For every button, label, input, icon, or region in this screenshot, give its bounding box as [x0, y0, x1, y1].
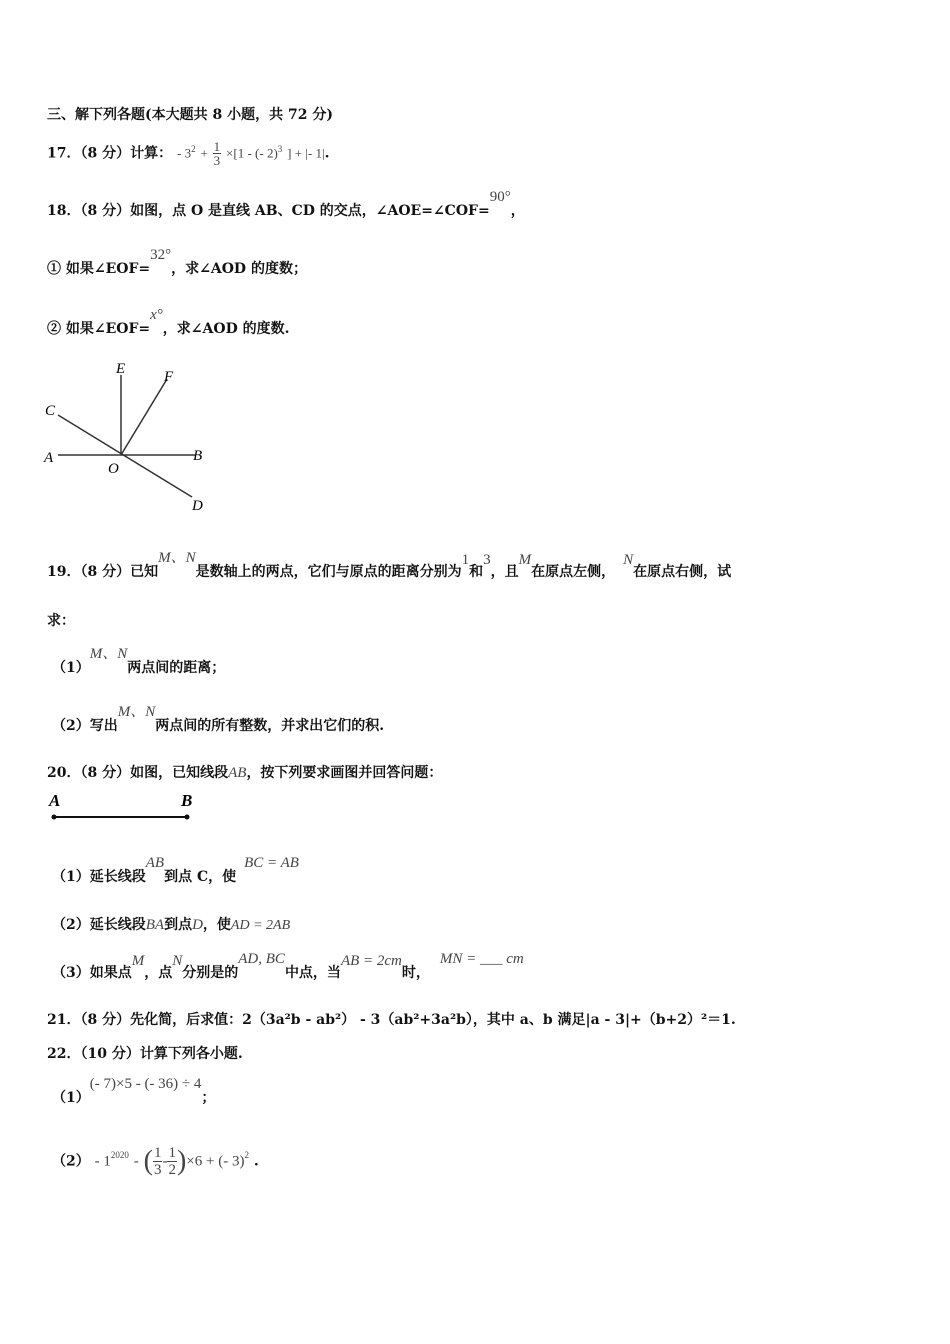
question-20: [47, 762, 442, 782]
label-e: E: [116, 361, 126, 377]
q19-text-c: ，且: [490, 564, 519, 580]
q20-ab: AB: [228, 765, 247, 781]
q22-s2-end: .: [253, 1153, 259, 1170]
q20-s3-adbc: AD, BC: [238, 951, 285, 967]
paren-close-icon: ): [176, 1145, 187, 1177]
q17-plus: +: [200, 145, 208, 161]
q19-and: 和: [469, 564, 484, 580]
q20-s1-eq: BC = AB: [244, 855, 299, 871]
q19-text-b: 是数轴上的两点，它们与原点的距离分别为: [195, 564, 462, 580]
q20-s3-text-e: 时，: [401, 965, 430, 981]
q17-expr-c: ] + |- 1|: [287, 145, 325, 161]
q18-stem-end: ，: [510, 203, 525, 219]
q19-s1-text: 两点间的距离；: [127, 660, 226, 676]
point-a: [52, 815, 57, 820]
q19-continuation: 求：: [47, 613, 75, 629]
question-17: [47, 140, 329, 167]
q17-expr-a: - 3: [176, 145, 192, 161]
q18-part-2: [47, 307, 290, 338]
q20-s3-ab: AB = 2cm: [340, 953, 402, 969]
q20-s2-text: 到点: [164, 917, 193, 933]
q19-mn: M、N: [158, 550, 196, 566]
q20-s3-n: N: [172, 953, 183, 969]
q18-angle: 90°: [489, 189, 511, 205]
q22-s2-exp: 2020: [110, 1149, 129, 1160]
q17-fraction: $\frac{1}{3}$: [213, 139, 221, 168]
q18-angle-figure: [40, 355, 220, 520]
q20-s2-eq: AD = 2AB: [230, 918, 291, 933]
q18-p1-value: 32°: [150, 247, 172, 263]
q17-exp-a: 2: [191, 143, 196, 154]
q20-s3-m: M: [131, 953, 145, 969]
segment-label-a: A: [49, 791, 61, 810]
q19-m: M: [518, 552, 532, 568]
q18-stem: 18．（8 分）如图，点 O 是直线 AB、CD 的交点，∠AOE=∠COF=: [47, 203, 490, 219]
q22-s1-label: （1）: [52, 1090, 90, 1106]
q19-sub-2: [52, 704, 385, 735]
q20-s3-label: （3）如果点: [52, 965, 132, 981]
q19-s1-mn: M、N: [89, 646, 128, 662]
q22-sub-1: [52, 1076, 216, 1107]
segment-label-b: B: [181, 791, 193, 810]
q18-p1-text-end: ，求∠AOD 的度数；: [171, 261, 307, 277]
label-f: F: [164, 369, 174, 385]
q22-sub-2: [52, 1145, 259, 1178]
q19-sub-1: [52, 646, 226, 677]
point-b: [185, 815, 190, 820]
q17-expr-b: ×[1 - (- 2): [226, 145, 278, 161]
q19-one: 1: [461, 552, 470, 568]
q20-s3-text-b: ，点: [144, 965, 173, 981]
q20-text-a: 20．（8 分）如图，已知线段: [47, 765, 229, 781]
q17-end: .: [324, 145, 330, 162]
label-o: O: [108, 461, 119, 477]
q19-text-e: 在原点右侧，试: [633, 564, 732, 580]
ray-of: [121, 379, 167, 455]
q22-s2-a: - 1: [94, 1153, 111, 1170]
section-title: 三、解下列各题(本大题共 8 小题，共 72 分): [47, 107, 333, 123]
q18-part-1: [47, 247, 307, 278]
q19-s2-text: 两点间的所有整数，并求出它们的积.: [155, 718, 385, 734]
q18-p2-value: x°: [150, 307, 163, 323]
q22-minus: -: [162, 1153, 168, 1170]
q19-n: N: [623, 552, 634, 568]
q19-s2-mn: M、N: [117, 704, 156, 720]
paren-open-icon: (: [143, 1145, 153, 1177]
question-22: 22．（10 分）计算下列各小题.: [47, 1046, 243, 1062]
q19-text-a: 19．（8 分）已知: [47, 564, 159, 580]
q22-s2-label: （2）: [52, 1153, 90, 1170]
q20-s2-ba: BA: [145, 917, 165, 933]
q19-three: 3: [483, 552, 491, 568]
q18-p2-text: ② 如果∠EOF=: [47, 321, 151, 337]
question-21: 21．（8 分）先化简，后求值：2（3a²b - ab²） - 3（ab²+3a²b），其中 a、b 满足|a - 3|+（b+2）²＝1.: [47, 1012, 736, 1028]
q20-s2-label: （2）延长线段: [52, 917, 146, 933]
q22-s2-b: -: [133, 1153, 139, 1170]
question-19: [47, 550, 732, 581]
q20-s2-text-c: ，使: [202, 917, 231, 933]
q18-p2-text-end: ，求∠AOD 的度数.: [162, 321, 290, 337]
q20-sub-1: [52, 855, 299, 886]
q22-s2-c: ×6 + (- 3): [186, 1153, 245, 1170]
q20-segment-figure: [45, 786, 205, 826]
q22-s2-exp2: 2: [244, 1149, 249, 1160]
label-d: D: [192, 498, 203, 514]
q19-s2-label: （2）写出: [52, 718, 118, 734]
q18-p1-text: ① 如果∠EOF=: [47, 261, 151, 277]
q19-text-d: 在原点左侧，: [531, 564, 616, 580]
q22-fraction-2: $\frac{1}{2}$: [168, 1145, 176, 1178]
question-18: [47, 189, 525, 220]
q22-s1-expr: (- 7)×5 - (- 36) ÷ 4: [89, 1076, 202, 1092]
q20-s1-text: 到点 C，使: [164, 869, 237, 885]
q17-label: 17．（8 分）计算：: [47, 145, 173, 162]
q22-fraction-1: $\frac{1}{3}$: [153, 1145, 162, 1178]
q17-exp-b: 3: [277, 143, 283, 154]
q20-s1-ab: AB: [145, 855, 165, 871]
label-b: B: [193, 448, 203, 464]
line-cd: [58, 415, 192, 497]
label-a: A: [44, 450, 54, 466]
q20-s2-d: D: [192, 917, 203, 933]
q20-text-b: ，按下列要求画图并回答问题：: [246, 765, 443, 781]
q20-s3-text-d: 中点，当: [284, 965, 341, 981]
q20-s3-text-c: 分别是的: [182, 965, 239, 981]
q20-s3-mn: MN = ___ cm: [439, 951, 524, 967]
q19-s1-label: （1）: [52, 660, 90, 676]
q20-sub-3: [52, 951, 524, 982]
q20-s1-label: （1）延长线段: [52, 869, 146, 885]
q20-sub-2: [52, 914, 290, 934]
q22-s1-end: ；: [201, 1090, 216, 1106]
label-c: C: [45, 403, 56, 419]
